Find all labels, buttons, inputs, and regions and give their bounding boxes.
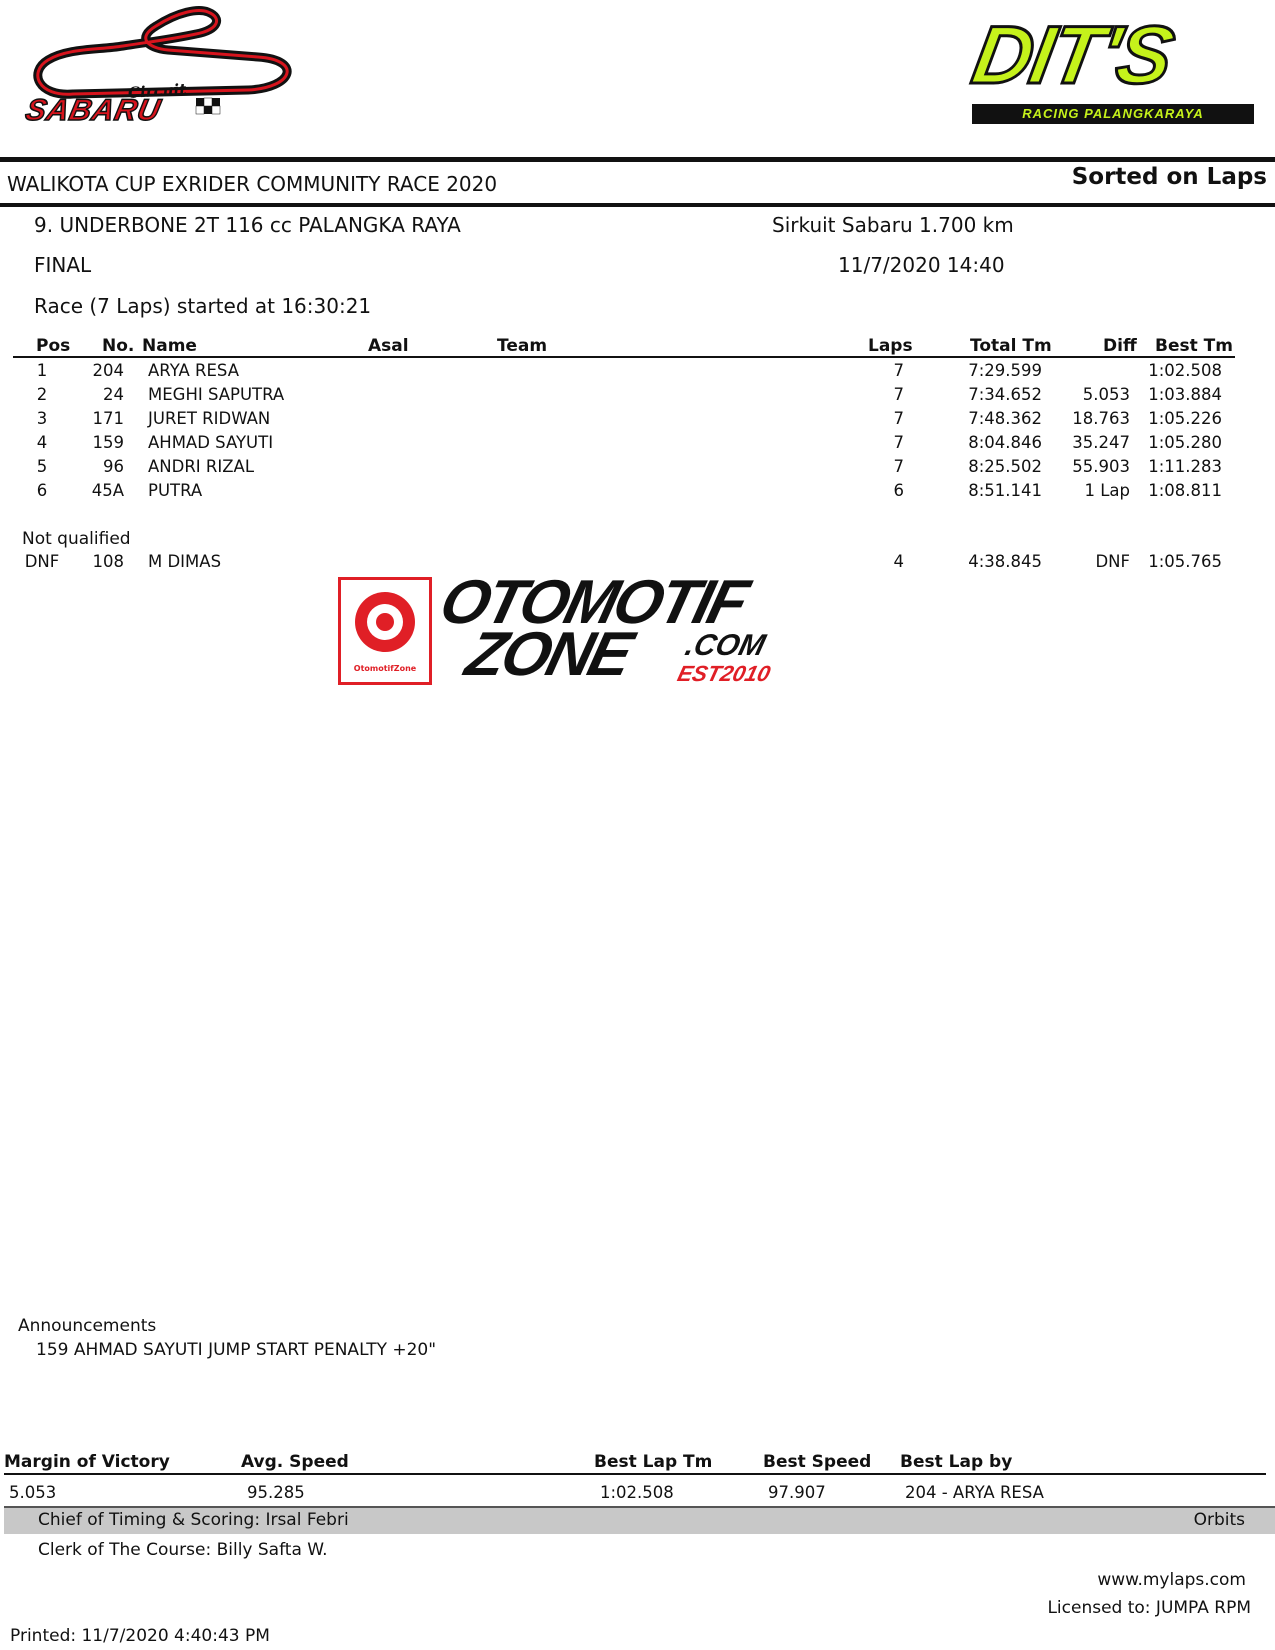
table-row bbox=[0, 385, 1275, 409]
cell-no: 108 bbox=[92, 552, 124, 571]
cell-best: 1:05.765 bbox=[1148, 552, 1222, 571]
cell-best: 1:05.280 bbox=[1148, 433, 1222, 452]
cell-best: 1:05.226 bbox=[1148, 409, 1222, 428]
cell-total: 7:34.652 bbox=[968, 385, 1042, 404]
col-name-header: Name bbox=[142, 336, 197, 356]
cell-laps: 7 bbox=[893, 457, 904, 476]
session-datetime: 11/7/2020 14:40 bbox=[838, 253, 1005, 277]
cell-name: JURET RIDWAN bbox=[148, 409, 271, 428]
cell-diff: DNF bbox=[1095, 552, 1130, 571]
cell-best: 1:08.811 bbox=[1148, 481, 1222, 500]
class-name: 9. UNDERBONE 2T 116 cc PALANGKA RAYA bbox=[34, 213, 461, 237]
cell-pos: DNF bbox=[24, 552, 60, 571]
cell-laps: 6 bbox=[893, 481, 904, 500]
cell-name: ARYA RESA bbox=[148, 361, 239, 380]
table-row bbox=[0, 361, 1275, 385]
chief-of-timing: Chief of Timing & Scoring: Irsal Febri bbox=[38, 1510, 349, 1530]
announcements-label: Announcements bbox=[18, 1316, 157, 1336]
col-best-header: Best Tm bbox=[1155, 336, 1233, 356]
summary-rule bbox=[4, 1473, 1266, 1475]
cell-total: 8:51.141 bbox=[968, 481, 1042, 500]
clerk-of-course: Clerk of The Course: Billy Safta W. bbox=[38, 1540, 328, 1560]
cell-no: 45A bbox=[91, 481, 124, 500]
zone-word: ZONE bbox=[459, 620, 637, 689]
col-asal-header: Asal bbox=[368, 336, 409, 356]
col-team-header: Team bbox=[497, 336, 548, 356]
cell-total: 8:25.502 bbox=[968, 457, 1042, 476]
cell-total: 4:38.845 bbox=[968, 552, 1042, 571]
announcement-text: 159 AHMAD SAYUTI JUMP START PENALTY +20" bbox=[36, 1340, 437, 1360]
circuit-script-text: Circuit bbox=[127, 79, 187, 103]
cell-laps: 4 bbox=[893, 552, 904, 571]
cell-best: 1:03.884 bbox=[1148, 385, 1222, 404]
otomotif-word: OTOMOTIF bbox=[433, 568, 753, 637]
cell-best: 1:11.283 bbox=[1148, 457, 1222, 476]
margin-value: 5.053 bbox=[9, 1483, 57, 1502]
cell-name: AHMAD SAYUTI bbox=[148, 433, 274, 452]
best-speed-header: Best Speed bbox=[763, 1452, 872, 1472]
cell-no: 204 bbox=[92, 361, 124, 380]
col-pos-header: Pos bbox=[36, 336, 71, 356]
col-laps-header: Laps bbox=[868, 336, 913, 356]
cell-no: 96 bbox=[103, 457, 124, 476]
event-title: WALIKOTA CUP EXRIDER COMMUNITY RACE 2020 bbox=[7, 172, 498, 196]
avg-speed-header: Avg. Speed bbox=[241, 1452, 349, 1472]
cell-name: M DIMAS bbox=[148, 552, 222, 571]
header-top-rule bbox=[0, 157, 1275, 162]
cell-no: 24 bbox=[103, 385, 124, 404]
best-lap-value: 1:02.508 bbox=[600, 1483, 674, 1502]
cell-name: ANDRI RIZAL bbox=[148, 457, 255, 476]
best-lap-header: Best Lap Tm bbox=[594, 1452, 713, 1472]
licensed-to: Licensed to: JUMPA RPM bbox=[1047, 1598, 1251, 1618]
sabaru-brand-text: SABARU bbox=[22, 94, 164, 127]
cell-diff: 1 Lap bbox=[1084, 481, 1130, 500]
avg-speed-value: 95.285 bbox=[247, 1483, 305, 1502]
race-info: Race (7 Laps) started at 16:30:21 bbox=[34, 294, 372, 318]
otomotifzone-watermark bbox=[338, 568, 848, 689]
cell-total: 7:29.599 bbox=[968, 361, 1042, 380]
table-row bbox=[0, 409, 1275, 433]
col-total-header: Total Tm bbox=[970, 336, 1052, 356]
sort-label: Sorted on Laps bbox=[1071, 164, 1267, 190]
dits-brand-text: DIT'S bbox=[966, 10, 1179, 101]
cell-pos: 1 bbox=[36, 361, 48, 380]
not-qualified-label: Not qualified bbox=[22, 529, 131, 549]
margin-header: Margin of Victory bbox=[4, 1452, 170, 1472]
cell-pos: 4 bbox=[36, 433, 48, 452]
cell-pos: 6 bbox=[36, 481, 48, 500]
header-bottom-rule bbox=[0, 203, 1275, 207]
best-speed-value: 97.907 bbox=[768, 1483, 826, 1502]
cell-diff: 18.763 bbox=[1072, 409, 1130, 428]
cell-best: 1:02.508 bbox=[1148, 361, 1222, 380]
cell-pos: 5 bbox=[36, 457, 48, 476]
cell-pos: 2 bbox=[36, 385, 48, 404]
est-word: EST2010 bbox=[675, 661, 773, 686]
best-lap-by-value: 204 - ARYA RESA bbox=[905, 1483, 1044, 1502]
cell-pos: 3 bbox=[36, 409, 48, 428]
circuit-info: Sirkuit Sabaru 1.700 km bbox=[772, 213, 1014, 237]
cell-laps: 7 bbox=[893, 409, 904, 428]
cell-laps: 7 bbox=[893, 433, 904, 452]
cell-total: 8:04.846 bbox=[968, 433, 1042, 452]
best-lap-by-header: Best Lap by bbox=[900, 1452, 1013, 1472]
cell-name: PUTRA bbox=[148, 481, 203, 500]
col-no-header: No. bbox=[102, 336, 135, 356]
cell-no: 159 bbox=[92, 433, 124, 452]
cell-diff: 35.247 bbox=[1072, 433, 1130, 452]
target-circle-icon bbox=[355, 592, 415, 652]
cell-no: 171 bbox=[92, 409, 124, 428]
printed-timestamp: Printed: 11/7/2020 4:40:43 PM bbox=[10, 1626, 270, 1646]
table-row bbox=[0, 481, 1275, 505]
table-row bbox=[0, 457, 1275, 481]
col-diff-header: Diff bbox=[1103, 336, 1137, 356]
table-header-rule bbox=[13, 356, 1235, 358]
dits-racing-logo bbox=[968, 8, 1273, 130]
dits-sub-text: RACING PALANGKARAYA bbox=[972, 104, 1254, 124]
badge-caption: OtomotifZone bbox=[353, 664, 417, 673]
cell-name: MEGHI SAPUTRA bbox=[148, 385, 285, 404]
cell-total: 7:48.362 bbox=[968, 409, 1042, 428]
cell-diff: 55.903 bbox=[1072, 457, 1130, 476]
session-name: FINAL bbox=[34, 253, 92, 277]
otomotifzone-badge bbox=[338, 577, 432, 685]
circuit-sabaru-logo bbox=[18, 2, 293, 132]
cell-diff: 5.053 bbox=[1082, 385, 1130, 404]
cell-laps: 7 bbox=[893, 361, 904, 380]
dotcom-word: .COM bbox=[682, 629, 769, 662]
orbits-label: Orbits bbox=[1193, 1510, 1245, 1530]
table-row bbox=[0, 433, 1275, 457]
cell-laps: 7 bbox=[893, 385, 904, 404]
mylaps-website: www.mylaps.com bbox=[1097, 1570, 1246, 1590]
